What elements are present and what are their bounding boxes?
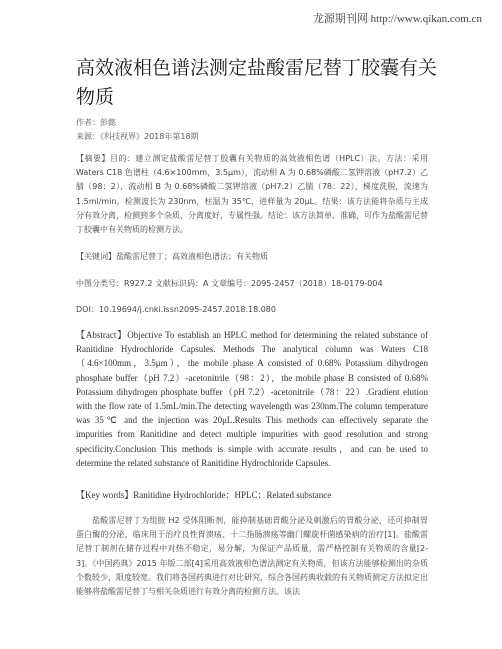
body-paragraph: 盐酸雷尼替丁为组胺 H2 受体阻断剂，能抑制基础胃酸分泌及刺激后的胃酸分泌，还可抑制胃蛋白酶的分泌，临床用于治疗良性胃溃疡、十二指肠溃疡等幽门螺旋杆菌感染病的治疗[1]。盐酸雷尼替丁制剂在储存过程中对热不稳定，易分解，为保证产品质量，需严格控制有关物质的含量[2-3]。《中国药典》2015 年版二部[4]采用高效液相色谱法测定有关物质，但该方法能够检测出的杂质个数较少，限度较宽。我们将各国药典进行对比研究，综合各国药典收载的有关物质测定方法拟定出能够将盐酸雷尼替丁与相关杂质进行有效分离的检测方法。该法 [76, 516, 428, 597]
article-author: 作者：彭懿 [76, 118, 116, 127]
keywords-en: 【Key words】Ranitidine Hydrochloride；HPLC；Related substance [76, 490, 332, 500]
site-header: 龙源期刊网 http://www.qikan.com.cn [312, 13, 482, 25]
doi: DOI：10.19694/j.cnki.issn2095-2457.2018.18.080 [76, 305, 276, 314]
article-source: 来源：《科技视界》2018年第18期 [76, 132, 199, 141]
keywords-cn: 【关键词】盐酸雷尼替丁；高效液相色谱法；有关物质 [76, 252, 268, 261]
abstract-cn: 【摘要】目的：建立测定盐酸雷尼替丁胶囊有关物质的高效液相色谱（HPLC）法。方法：采用 Waters C18 色谱柱（4.6×100mm，3.5μm），流动相 A 为 0.68%磷酸二氢钾溶液（pH7.2）乙腈（98：2），流动相 B 为 0.68%磷酸二氢钾溶液（pH7.2）乙腈（78：22），梯度洗脱，流速为 1.5ml/min，检测波长为 230nm，柱温为 35℃，进样量为 20μL。结果：该方法能将杂质与主成分有效分离，检测到多个杂质，分离度好，专属性强。结论：该方法简单、准确，可作为盐酸雷尼替丁胶囊中有关物质的检测方法。 [76, 154, 428, 235]
article-title: 高效液相色谱法测定盐酸雷尼替丁胶囊有关物质 [76, 57, 438, 108]
abstract-en: 【Abstract】Objective To establish an HPLC method for determining the related substance of Ranitidine Hydrochloride Capsules. Methods The analytical column was Waters C18（4.6×100mm，3.5μm），the mobile phase A consisted of 0.68% Potassium dihydrogen phosphate buffer（pH 7.2）-acetonitrile（98：2），the mobile phase B consisted of 0.68% Potassium dihydrogen phosphate buffer（pH 7.2）-acetonitrile（78：22）.Gradient elution with the flow rate of 1.5mL/min.The detecting wavelength was 230nm.The column temperature was 35℃ and the injection was 20μL.Results This methods can effectively separate the impurities from Ranitidine and detect multiple impurities with good resolution and strong specificity.Conclusion This methods is simple with accurate results，and can be used to determine the related substance of Ranitidine Hydrochloride Capsules. [76, 330, 428, 468]
classification: 中图分类号：R927.2 文献标识码：A 文章编号：2095-2457（2018）18-0179-004 [76, 279, 383, 288]
